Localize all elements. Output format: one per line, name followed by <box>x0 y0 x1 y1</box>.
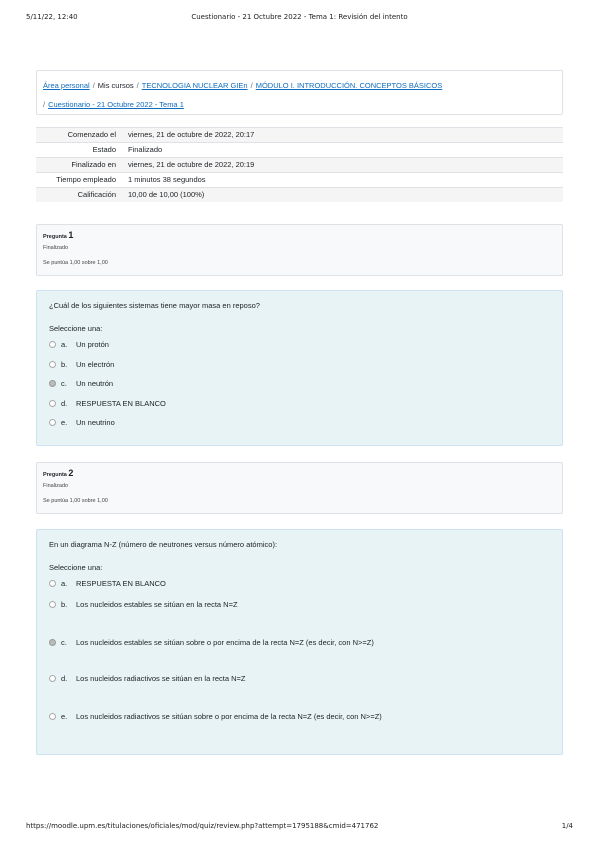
radio-icon[interactable] <box>49 419 56 426</box>
breadcrumb-quiz-link[interactable]: Cuestionario - 21 Octubre 2022 - Tema 1 <box>48 100 184 109</box>
answer-prompt: Seleccione una: <box>49 563 103 572</box>
print-header <box>26 13 573 25</box>
answer-option-d[interactable] <box>49 399 166 408</box>
answer-option-b[interactable] <box>49 600 238 609</box>
summary-row-finished <box>36 158 563 173</box>
question-text: ¿Cuál de los siguientes sistemas tiene mayor masa en reposo? <box>49 301 260 310</box>
breadcrumb-module-link[interactable]: MÓDULO I. INTRODUCCIÓN. CONCEPTOS BÁSICOS <box>255 81 443 90</box>
answer-text: RESPUESTA EN BLANCO <box>76 399 166 408</box>
answer-letter: b. <box>61 600 68 609</box>
breadcrumb-separator: / <box>136 81 139 90</box>
radio-icon[interactable] <box>49 675 56 682</box>
answer-text: Los nucleidos estables se sitúan sobre o por encima de la recta N=Z (es decir, con N>=Z) <box>76 638 374 647</box>
breadcrumb-my-courses: Mis cursos <box>97 81 134 90</box>
answer-option-e[interactable] <box>49 712 382 721</box>
answer-letter: c. <box>61 379 67 388</box>
answer-option-b[interactable] <box>49 360 114 369</box>
question-number <box>43 468 556 478</box>
summary-row-grade <box>36 188 563 203</box>
answer-option-e[interactable] <box>49 418 115 427</box>
answer-letter: d. <box>61 399 68 408</box>
page-url: https://moodle.upm.es/titulaciones/oficiales/mod/quiz/review.php?attempt=1795188&cmid=471762 <box>26 822 379 830</box>
summary-label: Comenzado el <box>67 130 116 139</box>
print-date: 5/11/22, 12:40 <box>26 13 78 21</box>
radio-icon[interactable] <box>49 580 56 587</box>
summary-row-time-taken <box>36 173 563 188</box>
question-2-content <box>36 529 563 755</box>
question-grade: Se puntúa 1,00 sobre 1,00 <box>43 260 108 266</box>
radio-selected-icon[interactable] <box>49 380 56 387</box>
summary-value: 1 minutos 38 segundos <box>128 175 206 184</box>
summary-value: viernes, 21 de octubre de 2022, 20:19 <box>128 160 255 169</box>
answer-option-a[interactable] <box>49 340 109 349</box>
answer-option-a[interactable] <box>49 579 166 588</box>
answer-option-c[interactable] <box>49 638 374 647</box>
radio-icon[interactable] <box>49 601 56 608</box>
radio-selected-icon[interactable] <box>49 639 56 646</box>
answer-text: Los nucleidos estables se sitúan en la recta N=Z <box>76 600 238 609</box>
answer-text: Los nucleidos radiactivos se sitúan en la recta N=Z <box>76 674 246 683</box>
answer-letter: d. <box>61 674 68 683</box>
question-number-value: 1 <box>68 230 74 240</box>
question-2-info <box>36 462 563 514</box>
print-footer <box>26 822 573 834</box>
answer-letter: e. <box>61 712 68 721</box>
summary-label: Calificación <box>77 190 116 199</box>
question-state: Finalizado <box>43 245 69 251</box>
radio-icon[interactable] <box>49 341 56 348</box>
summary-label: Estado <box>92 145 116 154</box>
question-1-content <box>36 290 563 446</box>
radio-icon[interactable] <box>49 400 56 407</box>
question-grade: Se puntúa 1,00 sobre 1,00 <box>43 498 108 504</box>
breadcrumb-separator: / <box>250 81 253 90</box>
answer-prompt: Seleccione una: <box>49 324 103 333</box>
summary-label: Finalizado en <box>71 160 116 169</box>
answer-letter: e. <box>61 418 68 427</box>
question-label: Pregunta <box>43 472 67 478</box>
summary-value: Finalizado <box>128 145 163 154</box>
summary-value: 10,00 de 10,00 (100%) <box>128 190 205 199</box>
answer-text: Los nucleidos radiactivos se sitúan sobre o por encima de la recta N=Z (es decir, con N>=Z) <box>76 712 382 721</box>
answer-letter: c. <box>61 638 67 647</box>
answer-text: Un protón <box>76 340 109 349</box>
answer-letter: b. <box>61 360 68 369</box>
document-title: Cuestionario - 21 Octubre 2022 - Tema 1: Revisión del intento <box>191 13 408 21</box>
attempt-summary-table <box>36 127 563 202</box>
breadcrumb-course-link[interactable]: TECNOLOGIA NUCLEAR GIEn <box>141 81 248 90</box>
answer-text: Un neutrino <box>76 418 115 427</box>
breadcrumb-separator: / <box>92 81 95 90</box>
question-number <box>43 230 556 240</box>
question-text: En un diagrama N-Z (número de neutrones versus número atómico): <box>49 540 278 549</box>
question-1-info <box>36 224 563 276</box>
question-number-value: 2 <box>68 468 74 478</box>
answer-option-d[interactable] <box>49 674 245 683</box>
summary-row-state <box>36 143 563 158</box>
breadcrumb-home-link[interactable]: Área personal <box>43 81 90 90</box>
question-label: Pregunta <box>43 234 67 240</box>
summary-value: viernes, 21 de octubre de 2022, 20:17 <box>128 130 255 139</box>
page-number: 1/4 <box>561 822 573 830</box>
answer-text: Un neutrón <box>76 379 114 388</box>
answer-text: RESPUESTA EN BLANCO <box>76 579 166 588</box>
breadcrumb-separator: / <box>43 100 46 109</box>
answer-letter: a. <box>61 340 68 349</box>
answer-option-c[interactable] <box>49 379 113 388</box>
answer-letter: a. <box>61 579 68 588</box>
radio-icon[interactable] <box>49 361 56 368</box>
summary-label: Tiempo empleado <box>56 175 116 184</box>
question-state: Finalizado <box>43 483 69 489</box>
summary-row-started <box>36 128 563 143</box>
radio-icon[interactable] <box>49 713 56 720</box>
answer-text: Un electrón <box>76 360 115 369</box>
breadcrumb <box>36 70 563 115</box>
